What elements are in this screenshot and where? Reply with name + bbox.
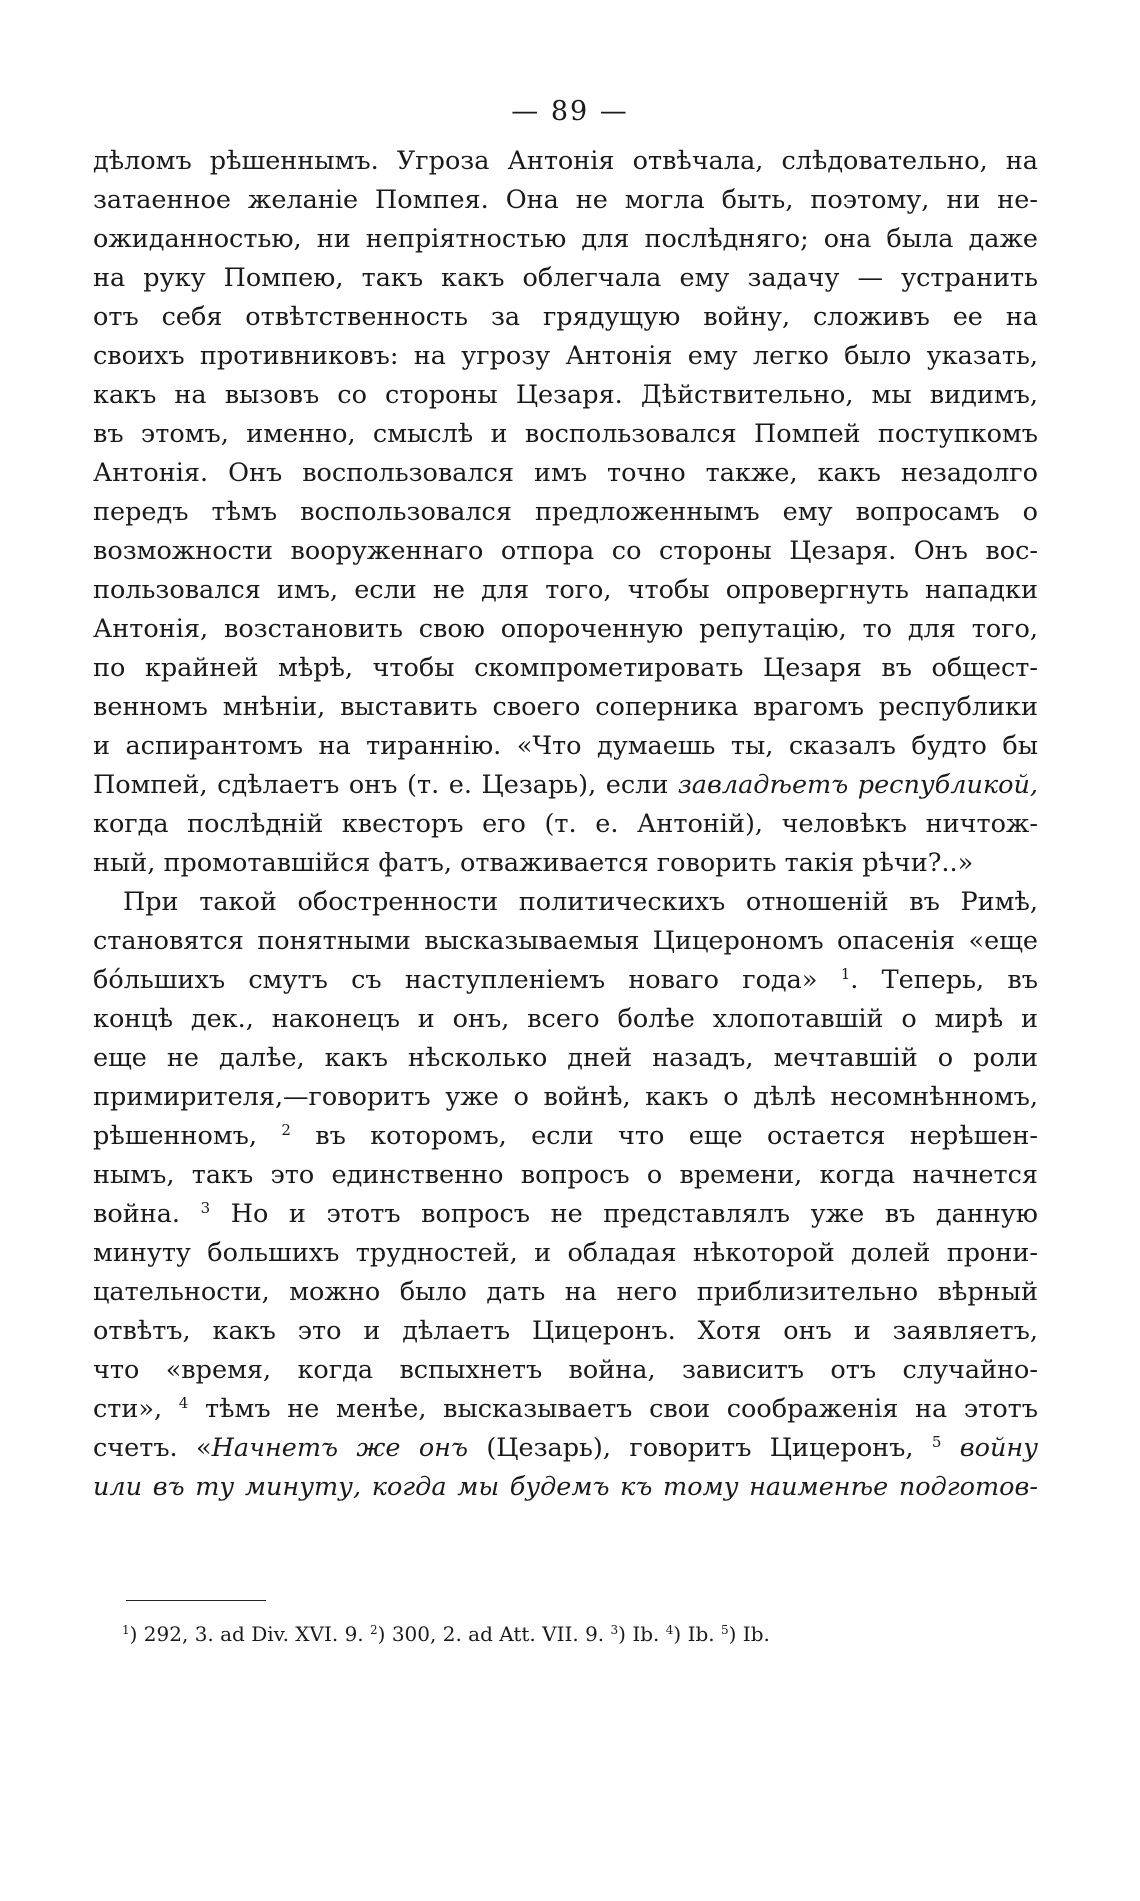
footnotes (122, 1620, 770, 1648)
footnote-ref: 1 (840, 965, 851, 983)
text-line: и аспирантомъ на тираннію. «Что думаешь ты, сказалъ будто бы (93, 731, 1038, 761)
text-line: примирителя,—говоритъ уже о войнѣ, какъ о дѣлѣ несомнѣнномъ, (93, 1082, 1038, 1112)
text-line (93, 766, 1038, 805)
text-run: . Теперь, въ (850, 965, 1038, 995)
text-run: счетъ. « (93, 1433, 212, 1463)
footnote-text: ) Ib. (728, 1622, 770, 1646)
text-line: по крайней мѣрѣ, чтобы скомпрометировать Цезаря въ общест- (93, 653, 1038, 683)
footnote-text: ) Ib. (673, 1622, 715, 1646)
footnote-text: ) 300, 2. ad Att. VII. 9. (377, 1622, 605, 1646)
text-line: концѣ дек., наконецъ и онъ, всего болѣе хлопотавшій о мирѣ и (93, 1004, 1038, 1034)
text-line: какъ на вызовъ со стороны Цезаря. Дѣйствительно, мы видимъ, (93, 380, 1038, 410)
text-line: цательности, можно было дать на него приблизительно вѣрный (93, 1277, 1038, 1307)
text-run: тѣмъ не менѣе, высказываетъ свои соображенія на этотъ (188, 1394, 1038, 1424)
text-line: или въ ту минуту, когда мы будемъ къ тому наименѣе подготов- (93, 1472, 1038, 1502)
text-line: передъ тѣмъ воспользовался предложеннымъ ему вопросамъ о (93, 497, 1038, 527)
text-line (93, 1390, 1038, 1429)
text-line (93, 961, 1038, 1000)
footnote-ref: 5 (931, 1433, 942, 1451)
text-line (93, 1195, 1038, 1234)
body-text (93, 142, 1038, 1507)
text-line: затаенное желаніе Помпея. Она не могла быть, поэтому, ни не- (93, 185, 1038, 215)
text-line: отвѣтъ, какъ это и дѣлаетъ Цицеронъ. Хотя онъ и заявляетъ, (93, 1316, 1038, 1346)
page-number: — 89 — (511, 96, 629, 127)
text-line: При такой обостренности политическихъ отношеній въ Римѣ, (123, 887, 1038, 917)
text-line (93, 1117, 1038, 1156)
text-line: нымъ, такъ это единственно вопросъ о времени, когда начнется (93, 1160, 1038, 1190)
italic-quote: завладѣетъ республикой, (677, 770, 1038, 800)
text-run: война. (93, 1199, 181, 1229)
text-line: возможности вооруженнаго отпора со стороны Цезаря. Онъ вос- (93, 536, 1038, 566)
text-line: своихъ противниковъ: на угрозу Антонія ему легко было указать, (93, 341, 1038, 371)
footnote-mark: 2 (370, 1623, 378, 1637)
footnote-text: ) Ib. (618, 1622, 660, 1646)
text-line: минуту большихъ трудностей, и обладая нѣкоторой долей прони- (93, 1238, 1038, 1268)
footnote-ref: 2 (281, 1121, 291, 1139)
footnote-divider (126, 1600, 266, 1601)
text-line: отъ себя отвѣтственность за грядущую войну, сложивъ ее на (93, 302, 1038, 332)
text-line: на руку Помпею, такъ какъ облегчала ему задачу — устранить (93, 263, 1038, 293)
footnote-ref: 3 (200, 1199, 211, 1217)
text-line: становятся понятными высказываемыя Цицерономъ опасенія «еще (93, 926, 1038, 956)
footnote-ref: 4 (178, 1394, 189, 1412)
text-line: венномъ мнѣніи, выставить своего соперника врагомъ республики (93, 692, 1038, 722)
text-line: въ этомъ, именно, смыслѣ и воспользовался Помпей поступкомъ (93, 419, 1038, 449)
text-run: въ которомъ, если что еще остается нерѣшен- (290, 1121, 1038, 1151)
text-run: рѣшенномъ, (93, 1121, 258, 1151)
text-run: (Цезарь), говоритъ Цицеронъ, (467, 1433, 914, 1463)
text-line: еще не далѣе, какъ нѣсколько дней назадъ, мечтавшій о роли (93, 1043, 1038, 1073)
footnote-text: ) 292, 3. ad Div. XVI. 9. (129, 1622, 364, 1646)
text-line: дѣломъ рѣшеннымъ. Угроза Антонія отвѣчала, слѣдовательно, на (93, 146, 1038, 176)
text-line: когда послѣдній квесторъ его (т. е. Антоній), человѣкъ ничтож- (93, 809, 1038, 839)
footnote-mark: 3 (610, 1623, 619, 1637)
italic-quote: Начнетъ же онъ (211, 1433, 468, 1463)
text-line: Антонія, возстановить свою опороченную репутацію, то для того, (93, 614, 1038, 644)
italic-quote: войну (941, 1433, 1038, 1463)
text-line: ный, промотавшійся фатъ, отваживается говорить такія рѣчи?..» (93, 848, 974, 878)
footnote-mark: 4 (665, 1623, 674, 1637)
text-line (93, 1429, 1038, 1468)
footnote-mark: 1 (122, 1623, 130, 1637)
text-run: сти», (93, 1394, 163, 1424)
text-run: Но и этотъ вопросъ не представлялъ уже въ данную (210, 1199, 1038, 1229)
text-line: что «время, когда вспыхнетъ война, зависитъ отъ случайно- (93, 1355, 1038, 1385)
text-line: ожиданностью, ни непріятностью для послѣдняго; она была даже (93, 224, 1038, 254)
text-line: пользовался имъ, если не для того, чтобы опровергнуть нападки (93, 575, 1038, 605)
text-run: Помпей, сдѣлаетъ онъ (т. е. Цезарь), если (93, 770, 678, 800)
text-line: Антонія. Онъ воспользовался имъ точно также, какъ незадолго (93, 458, 1038, 488)
footnote-mark: 5 (721, 1623, 729, 1637)
text-run: бо́льшихъ смутъ съ наступленіемъ новаго года» (93, 965, 818, 995)
